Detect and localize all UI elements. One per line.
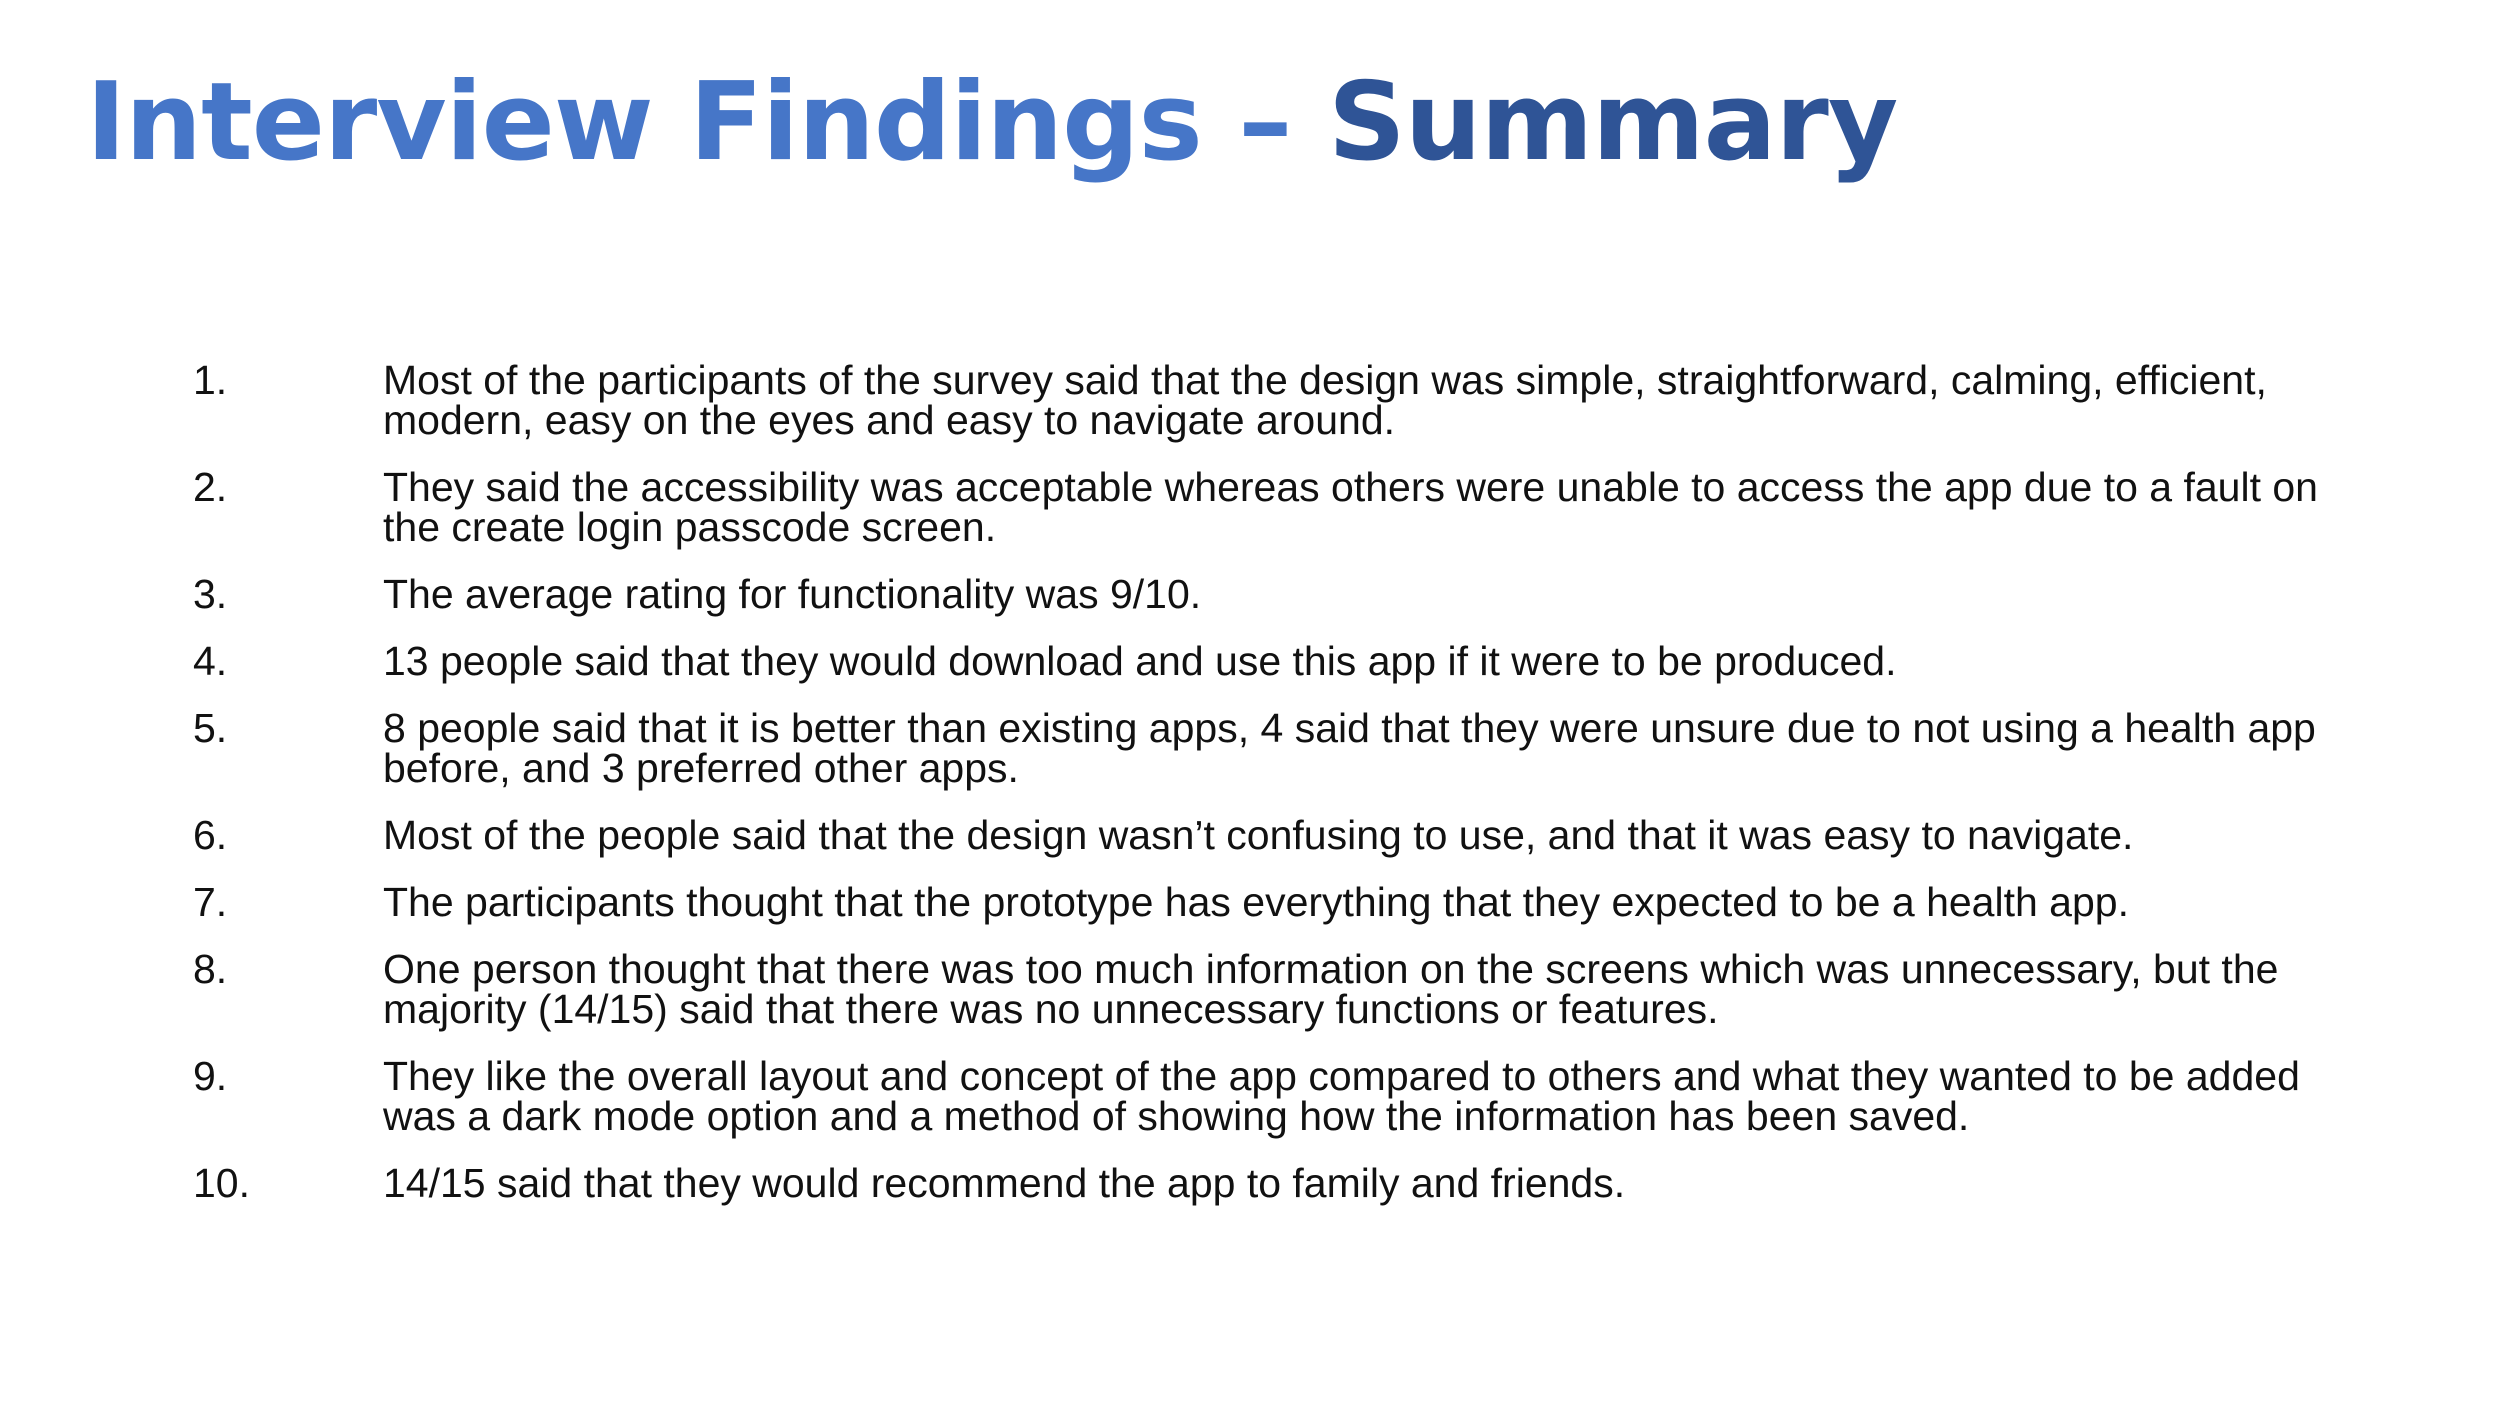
finding-item (0, 571, 2500, 617)
finding-number: 7. (193, 879, 228, 925)
finding-number: 2. (193, 464, 228, 510)
finding-item (0, 812, 2500, 858)
finding-item (0, 946, 2500, 1032)
finding-item (0, 705, 2500, 791)
finding-text: They like the overall layout and concept of the app compared to others and what they wanted to be added was a dark mode option and a method of showing how the information has been saved. (383, 1053, 2300, 1139)
finding-item (0, 1160, 2500, 1206)
finding-item (0, 357, 2500, 443)
finding-text: They said the accessibility was acceptable whereas others were unable to access the app due to a fault on the create login passcode screen. (383, 464, 2318, 550)
finding-text: The average rating for functionality was 9/10. (383, 571, 1202, 617)
finding-number: 10. (193, 1160, 250, 1206)
finding-number: 1. (193, 357, 228, 403)
finding-number: 3. (193, 571, 228, 617)
findings-list (0, 357, 2500, 1230)
finding-item (0, 1053, 2500, 1139)
slide-title (86, 58, 1897, 188)
finding-item (0, 638, 2500, 684)
finding-number: 8. (193, 946, 228, 992)
finding-text: 13 people said that they would download and use this app if it were to be produced. (383, 638, 1897, 684)
finding-number: 5. (193, 705, 228, 751)
finding-item (0, 464, 2500, 550)
finding-text: One person thought that there was too much information on the screens which was unnecessary, but the majority (14/15) said that there was no unnecessary functions or features. (383, 946, 2279, 1032)
finding-number: 9. (193, 1053, 228, 1099)
slide-title-accent: Summary (1327, 60, 1898, 185)
finding-number: 4. (193, 638, 228, 684)
finding-number: 6. (193, 812, 228, 858)
slide-title-primary: Interview Findings – (86, 60, 1328, 185)
finding-text: The participants thought that the prototype has everything that they expected to be a health app. (383, 879, 2129, 925)
finding-text: Most of the people said that the design wasn’t confusing to use, and that it was easy to navigate. (383, 812, 2134, 858)
finding-text: 14/15 said that they would recommend the app to family and friends. (383, 1160, 1626, 1206)
finding-text: 8 people said that it is better than existing apps, 4 said that they were unsure due to not using a health app before, and 3 preferred other apps. (383, 705, 2316, 791)
finding-item (0, 879, 2500, 925)
finding-text: Most of the participants of the survey said that the design was simple, straightforward, calming, efficient, modern, easy on the eyes and easy to navigate around. (383, 357, 2267, 443)
